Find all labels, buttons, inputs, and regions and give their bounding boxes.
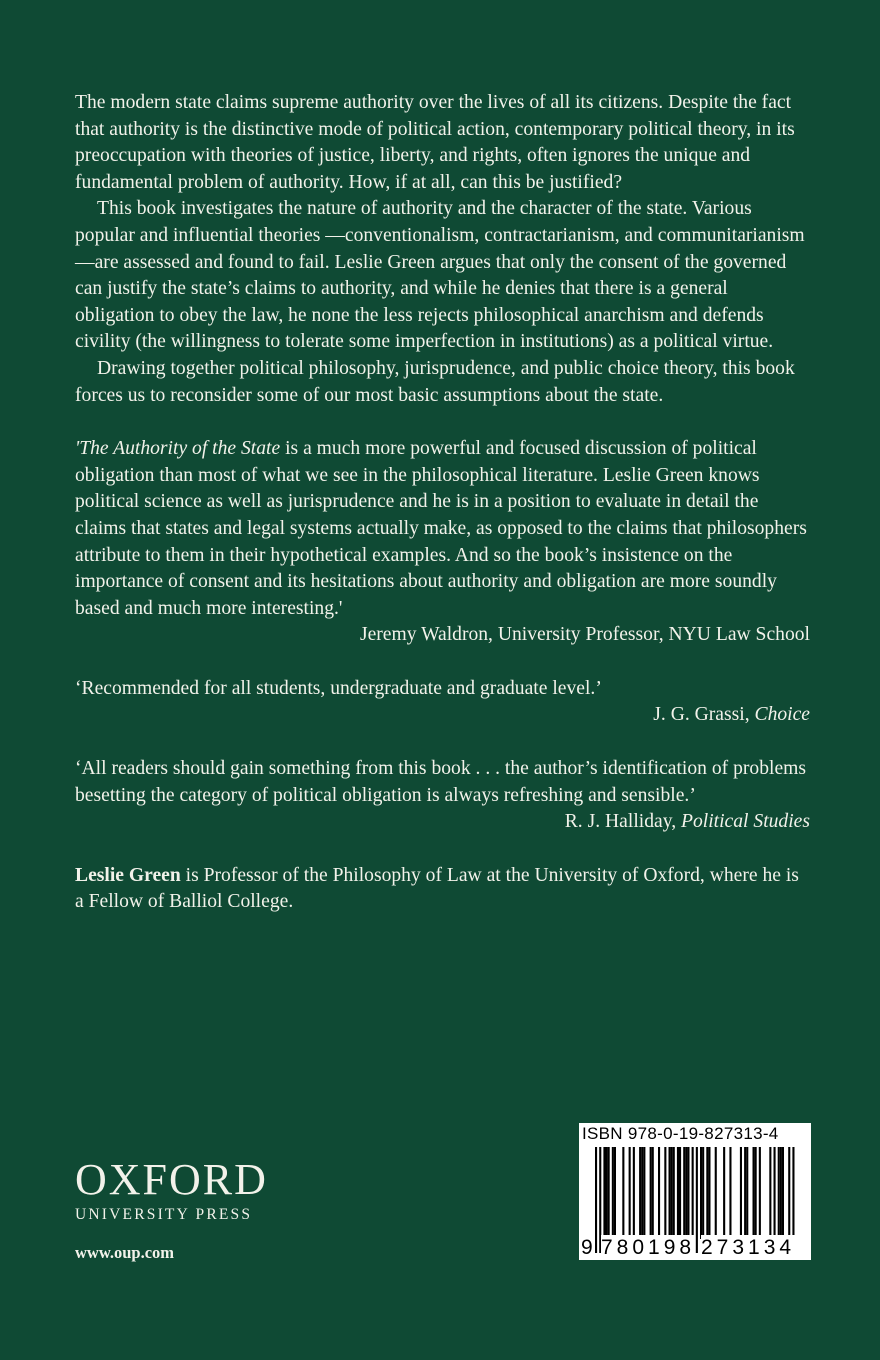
barcode-bar (782, 1147, 784, 1239)
barcode-bar (650, 1147, 652, 1239)
review-2-source: Choice (754, 704, 810, 726)
barcode-bar (702, 1147, 704, 1239)
barcode-bar (683, 1147, 685, 1239)
review-1-text: is a much more powerful and focused discussion of political obligation than most of what we see in the philosophical literature. Leslie Green knows political science as well as jurisprudence and he is in a position to evaluate in detail the claims that states and legal systems actually make, as opposed to the claims that philosophers attribute to them in their hypothetical examples. And so the book’s insistence on the importance of consent and its hesitations about authority and obligation are more soundly based and much more interesting.' (75, 438, 807, 619)
review-2-attribution: J. G. Grassi, Choice (653, 704, 810, 726)
barcode-bar (671, 1147, 673, 1239)
barcode-digits-left: 780198 (601, 1236, 696, 1259)
barcode-bar (622, 1147, 624, 1239)
barcode-bar (629, 1147, 631, 1239)
barcode-bar (658, 1147, 660, 1239)
publisher-url: www.oup.com (75, 1243, 175, 1262)
back-cover-text (75, 90, 810, 916)
barcode-bar (639, 1147, 641, 1239)
barcode-bar (708, 1147, 710, 1239)
isbn-label: ISBN 978-0-19-827313-4 (582, 1124, 779, 1143)
author-bio-text: is Professor of the Philosophy of Law at the University of Oxford, where he is a Fellow of Balliol College. (75, 864, 799, 913)
barcode-bar (778, 1147, 780, 1239)
barcode-bar (608, 1147, 610, 1239)
barcode-bar (614, 1147, 616, 1239)
barcode-bar (643, 1147, 645, 1239)
logo-university-press: UNIVERSITY PRESS (75, 1206, 253, 1223)
barcode-digits (579, 1235, 811, 1260)
barcode-digits-right: 273134 (701, 1236, 796, 1259)
barcode-bar (687, 1147, 689, 1239)
blurb-paragraph-1: The modern state claims supreme authority over the lives of all its citizens. Despite the fact that authority is the distinctive mode of political action, contemporary political theory, in its preoccupation with theories of justice, liberty, and rights, often ignores the unique and fundamental problem of authority. How, if at all, can this be justified? (75, 92, 795, 193)
review-1 (75, 436, 810, 622)
barcode-bar (729, 1147, 731, 1239)
barcode-bar (664, 1147, 666, 1239)
review-1-book-title: 'The Authority of the State (75, 438, 281, 460)
barcode-bar (677, 1147, 679, 1239)
author-name: Leslie Green (75, 864, 181, 886)
barcode-bar (641, 1147, 643, 1239)
barcode-bar (723, 1147, 725, 1239)
barcode-bar (606, 1147, 608, 1239)
barcode-lead-digit: 9 (581, 1236, 593, 1259)
oxford-university-press-logo (75, 1155, 268, 1224)
barcode-bar (633, 1147, 635, 1239)
review-2-text: ‘Recommended for all students, undergraduate and graduate level.’ (75, 677, 602, 699)
review-3-source: Political Studies (681, 811, 810, 833)
barcode-bar (652, 1147, 654, 1239)
barcode-bar (744, 1147, 746, 1239)
review-3-attribution: R. J. Halliday, Political Studies (564, 811, 810, 833)
barcode-bar (612, 1147, 614, 1239)
barcode-bar (774, 1147, 776, 1239)
barcode-bar (740, 1147, 742, 1239)
blurb-paragraph-2: This book investigates the nature of authority and the character of the state. Various popular and influential theories —conventionalism, contractarianism, and communitarianism—are assessed and found to fail. Leslie Green argues that only the consent of the governed can justify the state’s claims to authority, and while he denies that there is a general obligation to obey the law, he none the less rejects philosophical anarchism and defends civility (the willingness to tolerate some imperfection in institutions) as a political virtue. (75, 198, 805, 353)
logo-oxford-wordmark: OXFORD (75, 1155, 268, 1204)
barcode-bar (715, 1147, 717, 1239)
barcode-bar (673, 1147, 675, 1239)
barcode-bar (706, 1147, 708, 1239)
barcode-bar (746, 1147, 748, 1239)
review-1-attribution: Jeremy Waldron, University Professor, NYU Law School (359, 624, 810, 646)
author-bio (75, 863, 810, 916)
review-3-text: ‘All readers should gain something from this book . . . the author’s identification of problems besetting the category of political obligation is always refreshing and sensible.’ (75, 758, 807, 806)
barcode-bar (700, 1147, 702, 1239)
barcode-bar (753, 1147, 755, 1239)
isbn-barcode (579, 1123, 811, 1260)
barcode-bar (769, 1147, 771, 1239)
barcode-bar (679, 1147, 681, 1239)
barcode-bar (780, 1147, 782, 1239)
blurb-paragraph-3: Drawing together political philosophy, jurisprudence, and public choice theory, this book forces us to reconsider some of our most basic assumptions about the state. (75, 357, 795, 406)
barcode-bar (685, 1147, 687, 1239)
barcode-bar (755, 1147, 757, 1239)
barcode-bar (669, 1147, 671, 1239)
barcode-bar (603, 1147, 605, 1239)
barcode-bar (759, 1147, 761, 1239)
